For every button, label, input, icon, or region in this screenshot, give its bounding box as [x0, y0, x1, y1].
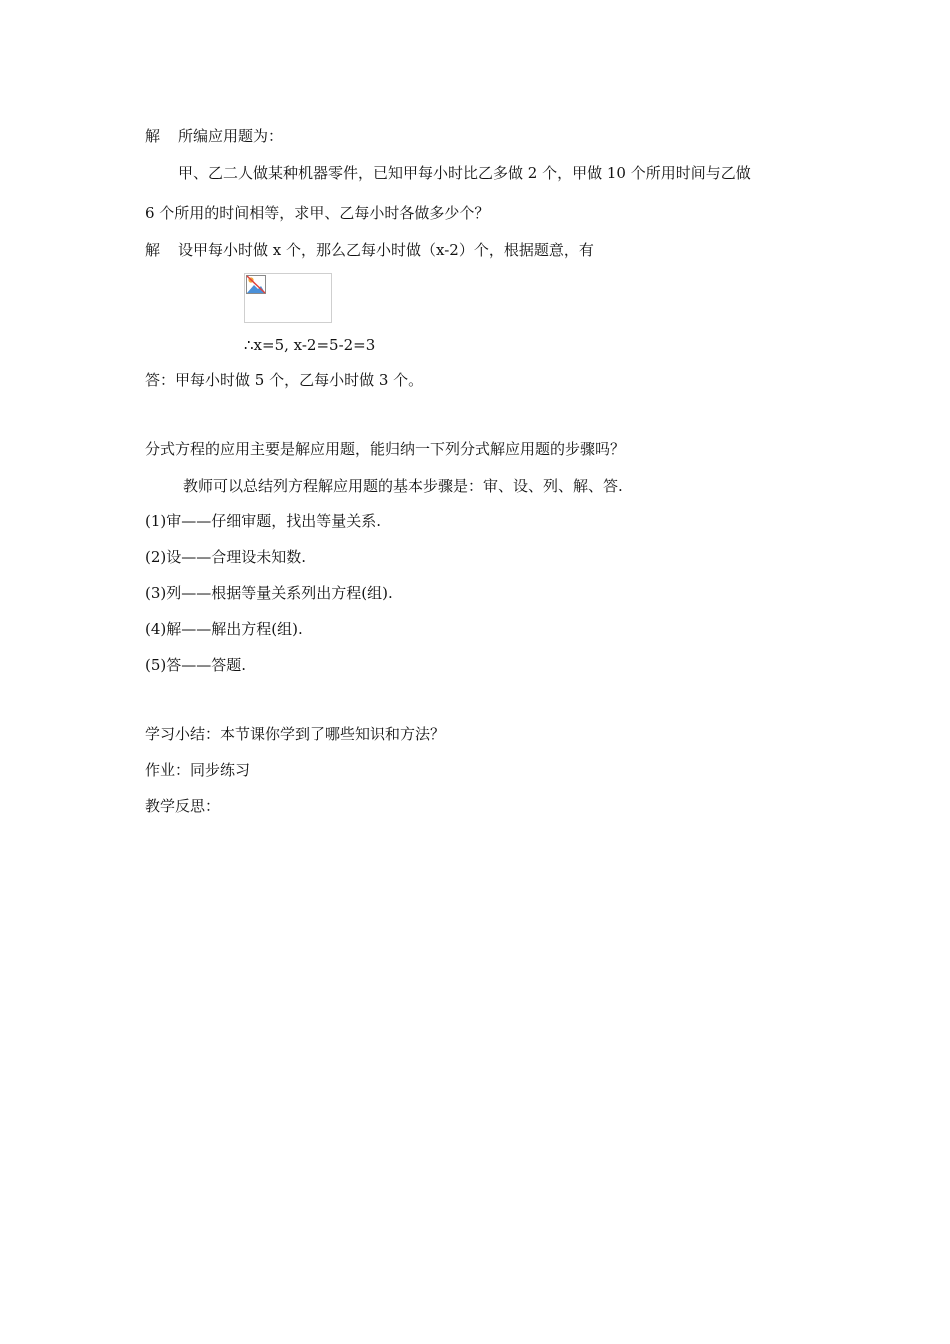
step-item: (3)列——根据等量关系列出方程(组).	[145, 584, 393, 602]
step-item: (5)答——答题.	[145, 656, 247, 674]
solution-text: 所编应用题为：	[178, 127, 284, 145]
question-line: 分式方程的应用主要是解应用题，能归纳一下列分式解应用题的步骤吗？	[145, 440, 626, 458]
problem-line-2: 6 个所用的时间相等，求甲、乙每小时各做多少个？	[145, 204, 490, 222]
summary-line: 学习小结：本节课你学到了哪些知识和方法？	[145, 725, 446, 743]
solution-intro-line	[145, 126, 283, 146]
solution-setup-line	[145, 240, 594, 260]
solution-setup-text: 设甲每小时做 x 个，那么乙每小时做（x-2）个，根据题意，有	[178, 241, 594, 259]
problem-line-1: 甲、乙二人做某种机器零件，已知甲每小时比乙多做 2 个，甲做 10 个所用时间与乙做	[178, 164, 751, 182]
step-item: (4)解——解出方程(组).	[145, 620, 303, 638]
broken-image-icon	[246, 275, 266, 294]
homework-line: 作业：同步练习	[145, 761, 251, 779]
therefore-line: ∴x=5, x-2=5-2=3	[244, 336, 376, 354]
solution-prefix: 解	[145, 241, 161, 259]
answer-line: 答：甲每小时做 5 个，乙每小时做 3 个。	[145, 371, 424, 389]
equation-image	[244, 273, 332, 323]
teacher-line: 教师可以总结列方程解应用题的基本步骤是：审、设、列、解、答.	[183, 477, 623, 495]
solution-prefix: 解	[145, 127, 161, 145]
reflection-line: 教学反思：	[145, 797, 221, 815]
step-item: (2)设——合理设未知数.	[145, 548, 307, 566]
step-item: (1)审——仔细审题，找出等量关系.	[145, 512, 382, 530]
